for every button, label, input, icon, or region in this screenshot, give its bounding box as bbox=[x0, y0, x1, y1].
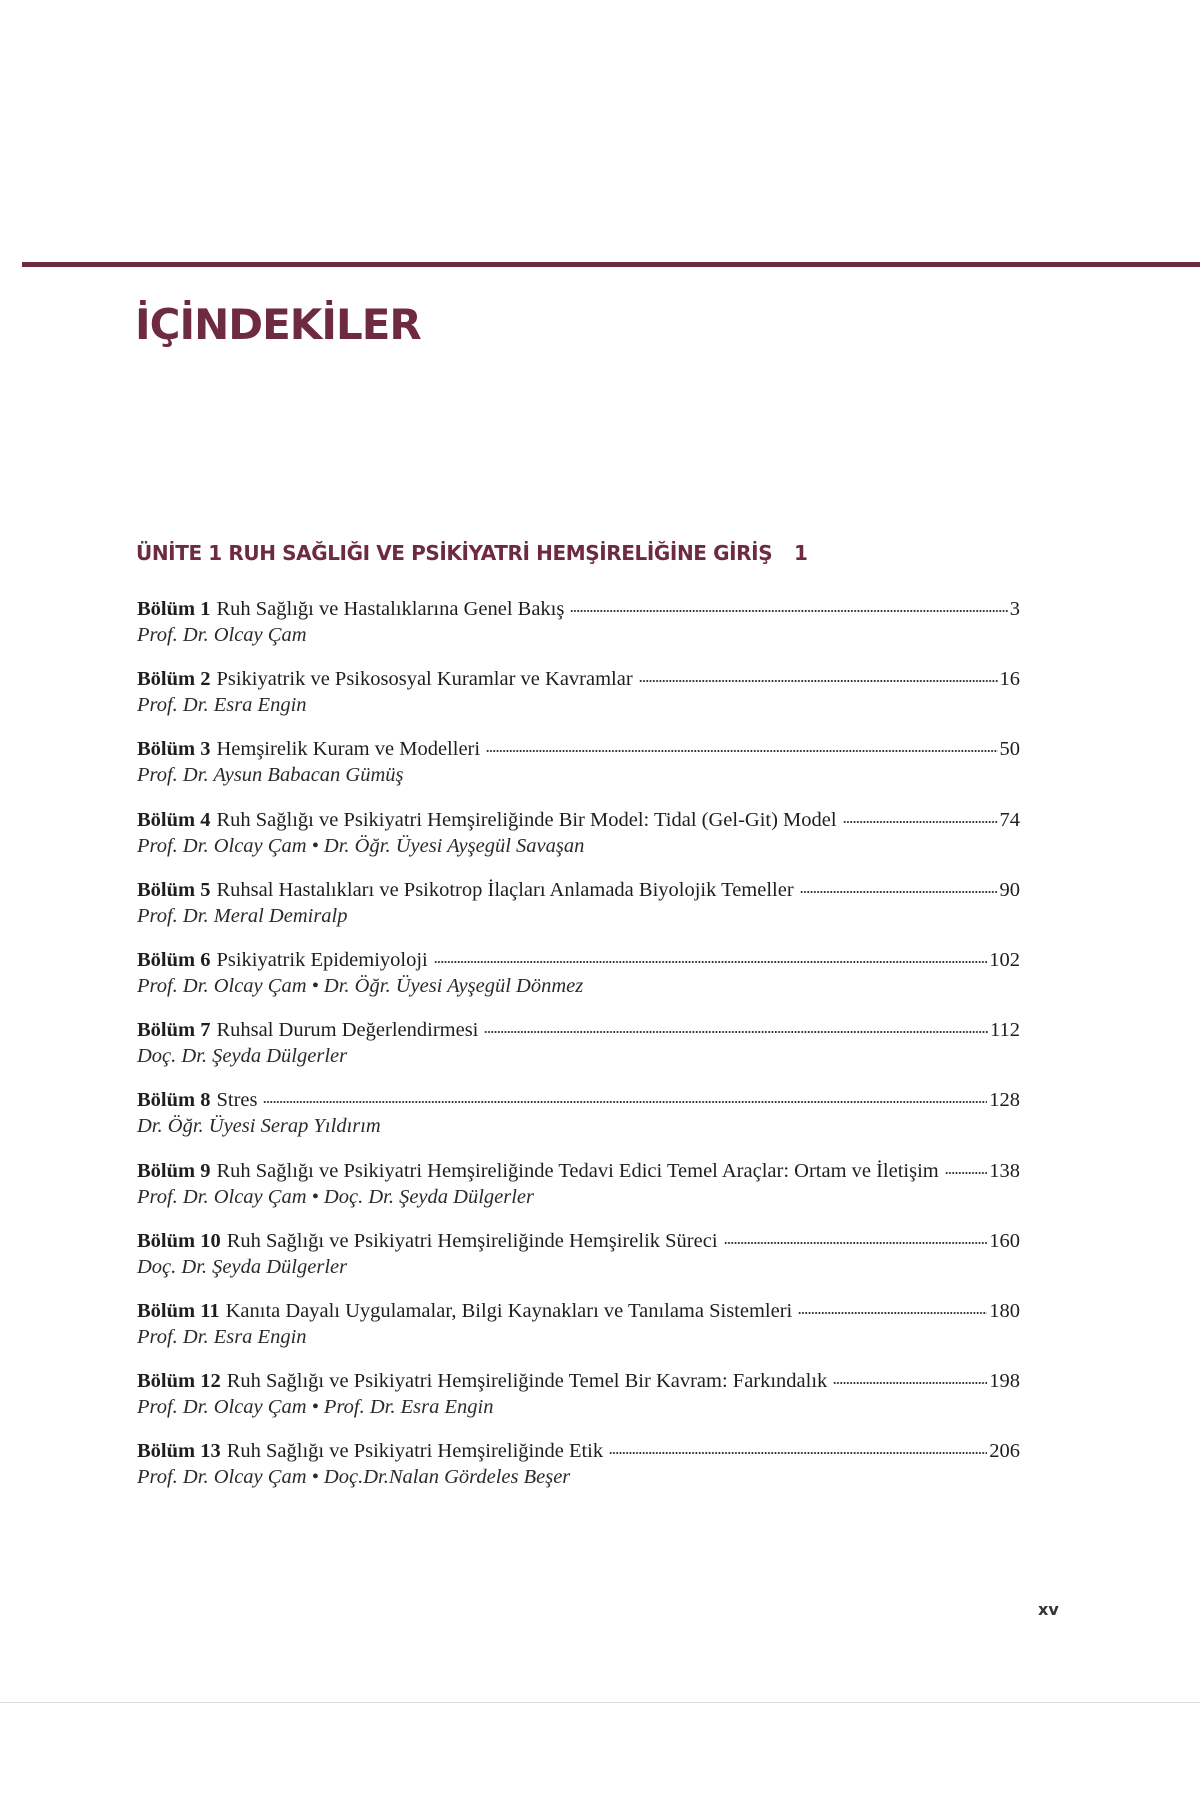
toc-entry[interactable] bbox=[137, 1438, 1020, 1508]
page-title: İÇİNDEKİLER bbox=[135, 300, 421, 349]
chapter-page-number: 102 bbox=[989, 948, 1020, 971]
toc-entry-line bbox=[137, 947, 1020, 973]
chapter-title: Ruh Sağlığı ve Psikiyatri Hemşireliğinde Etik bbox=[226, 1440, 604, 1463]
chapter-title: Stres bbox=[216, 1089, 258, 1112]
bottom-rule bbox=[0, 1702, 1200, 1703]
chapter-page-number: 138 bbox=[989, 1159, 1020, 1182]
unit-label: ÜNİTE 1 RUH SAĞLIĞI VE PSİKİYATRİ HEMŞİRELİĞİNE GİRİŞ bbox=[136, 541, 773, 565]
dot-leader bbox=[570, 609, 1007, 613]
chapter-authors: Dr. Öğr. Üyesi Serap Yıldırım bbox=[137, 1115, 381, 1138]
chapter-authors: Doç. Dr. Şeyda Dülgerler bbox=[137, 1255, 348, 1278]
toc-entry[interactable] bbox=[137, 736, 1020, 806]
toc-entry-line bbox=[137, 877, 1020, 903]
toc-entry-line bbox=[137, 1158, 1020, 1184]
chapter-number: Bölüm 9 bbox=[137, 1159, 211, 1182]
toc-entry[interactable] bbox=[137, 1017, 1020, 1087]
chapter-page-number: 206 bbox=[989, 1440, 1020, 1463]
unit-page-number: 1 bbox=[794, 541, 808, 565]
toc-entry-line bbox=[137, 807, 1020, 833]
chapter-title: Psikiyatrik Epidemiyoloji bbox=[216, 948, 428, 971]
top-rule bbox=[22, 262, 1200, 267]
toc-entry[interactable] bbox=[137, 1158, 1020, 1228]
dot-leader bbox=[486, 749, 997, 753]
chapter-number: Bölüm 7 bbox=[137, 1019, 211, 1042]
chapter-authors: Prof. Dr. Esra Engin bbox=[137, 694, 307, 717]
toc-entry-line bbox=[137, 1438, 1020, 1464]
chapter-authors: Prof. Dr. Olcay Çam • Doç.Dr.Nalan Gördeles Beşer bbox=[137, 1466, 571, 1489]
toc-entry[interactable] bbox=[137, 1087, 1020, 1157]
toc-entry-line bbox=[137, 1368, 1020, 1394]
chapter-authors: Prof. Dr. Olcay Çam • Dr. Öğr. Üyesi Ayşegül Dönmez bbox=[137, 974, 584, 997]
toc-entry-line bbox=[137, 736, 1020, 762]
chapter-authors: Prof. Dr. Olcay Çam • Doç. Dr. Şeyda Dülgerler bbox=[137, 1185, 535, 1208]
chapter-number: Bölüm 1 bbox=[137, 598, 211, 620]
chapter-page-number: 180 bbox=[989, 1299, 1020, 1322]
chapter-number: Bölüm 4 bbox=[137, 808, 211, 831]
toc-entry[interactable] bbox=[137, 666, 1020, 736]
chapter-authors: Prof. Dr. Olcay Çam • Dr. Öğr. Üyesi Ayşegül Savaşan bbox=[137, 834, 585, 857]
dot-leader bbox=[800, 890, 998, 894]
toc-entry-line bbox=[137, 1087, 1020, 1113]
dot-leader bbox=[724, 1241, 988, 1245]
toc-entry-line bbox=[137, 1228, 1020, 1254]
toc-entry[interactable] bbox=[137, 947, 1020, 1017]
dot-leader bbox=[833, 1381, 987, 1385]
chapter-page-number: 112 bbox=[990, 1019, 1020, 1042]
dot-leader bbox=[609, 1451, 987, 1455]
chapter-number: Bölüm 11 bbox=[137, 1299, 220, 1322]
dot-leader bbox=[434, 960, 988, 964]
chapter-authors: Prof. Dr. Olcay Çam bbox=[137, 624, 307, 646]
chapter-title: Ruh Sağlığı ve Psikiyatri Hemşireliğinde Hemşirelik Süreci bbox=[226, 1229, 718, 1252]
dot-leader bbox=[798, 1311, 987, 1315]
toc-entry-line bbox=[137, 1298, 1020, 1324]
toc-entry[interactable] bbox=[137, 1368, 1020, 1438]
chapter-number: Bölüm 5 bbox=[137, 878, 211, 901]
chapter-title: Ruh Sağlığı ve Psikiyatri Hemşireliğinde Tedavi Edici Temel Araçlar: Ortam ve İletişim bbox=[216, 1159, 939, 1182]
chapter-authors: Prof. Dr. Aysun Babacan Gümüş bbox=[137, 764, 404, 787]
chapter-title: Hemşirelik Kuram ve Modelleri bbox=[216, 738, 481, 761]
chapter-authors: Prof. Dr. Olcay Çam • Prof. Dr. Esra Engin bbox=[137, 1396, 494, 1419]
chapter-number: Bölüm 13 bbox=[137, 1440, 221, 1463]
chapter-page-number: 74 bbox=[999, 808, 1020, 831]
chapter-number: Bölüm 8 bbox=[137, 1089, 211, 1112]
dot-leader bbox=[263, 1100, 987, 1104]
chapter-title: Ruh Sağlığı ve Psikiyatri Hemşireliğinde Temel Bir Kavram: Farkındalık bbox=[226, 1370, 828, 1393]
chapter-title: Psikiyatrik ve Psikososyal Kuramlar ve Kavramlar bbox=[216, 668, 633, 691]
chapter-page-number: 90 bbox=[999, 878, 1020, 901]
chapter-page-number: 16 bbox=[999, 668, 1020, 691]
toc-entry[interactable] bbox=[137, 596, 1020, 666]
toc-list bbox=[137, 596, 1020, 1508]
chapter-title: Ruhsal Durum Değerlendirmesi bbox=[216, 1019, 479, 1042]
toc-entry[interactable] bbox=[137, 877, 1020, 947]
chapter-page-number: 160 bbox=[989, 1229, 1020, 1252]
chapter-title: Ruh Sağlığı ve Hastalıklarına Genel Bakış bbox=[216, 598, 565, 620]
dot-leader bbox=[945, 1171, 988, 1175]
chapter-title: Kanıta Dayalı Uygulamalar, Bilgi Kaynakları ve Tanılama Sistemleri bbox=[225, 1299, 793, 1322]
toc-entry-line bbox=[137, 596, 1020, 622]
toc-entry[interactable] bbox=[137, 807, 1020, 877]
dot-leader bbox=[639, 679, 998, 683]
chapter-authors: Prof. Dr. Esra Engin bbox=[137, 1325, 307, 1348]
chapter-number: Bölüm 3 bbox=[137, 738, 211, 761]
page-folio: xv bbox=[1038, 1600, 1059, 1619]
chapter-title: Ruh Sağlığı ve Psikiyatri Hemşireliğinde Bir Model: Tidal (Gel-Git) Model bbox=[216, 808, 837, 831]
dot-leader bbox=[484, 1030, 988, 1034]
toc-entry-line bbox=[137, 666, 1020, 692]
chapter-page-number: 128 bbox=[989, 1089, 1020, 1112]
unit-heading bbox=[136, 541, 1036, 565]
toc-entry[interactable] bbox=[137, 1228, 1020, 1298]
chapter-authors: Doç. Dr. Şeyda Dülgerler bbox=[137, 1045, 348, 1068]
chapter-number: Bölüm 6 bbox=[137, 948, 211, 971]
chapter-title: Ruhsal Hastalıkları ve Psikotrop İlaçları Anlamada Biyolojik Temeller bbox=[216, 878, 794, 901]
chapter-number: Bölüm 12 bbox=[137, 1370, 221, 1393]
chapter-page-number: 50 bbox=[999, 738, 1020, 761]
chapter-number: Bölüm 2 bbox=[137, 668, 211, 691]
dot-leader bbox=[843, 820, 998, 824]
toc-entry-line bbox=[137, 1017, 1020, 1043]
chapter-page-number: 3 bbox=[1009, 598, 1020, 620]
chapter-number: Bölüm 10 bbox=[137, 1229, 221, 1252]
chapter-page-number: 198 bbox=[989, 1370, 1020, 1393]
chapter-authors: Prof. Dr. Meral Demiralp bbox=[137, 904, 348, 927]
toc-entry[interactable] bbox=[137, 1298, 1020, 1368]
